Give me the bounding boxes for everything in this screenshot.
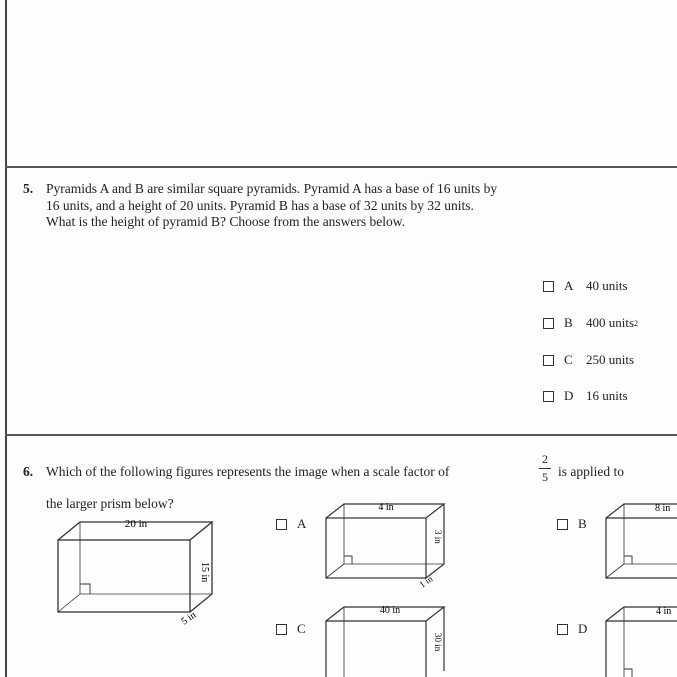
option-text: 40 units xyxy=(586,278,628,293)
checkbox[interactable] xyxy=(276,519,287,530)
choice-a-depth: 1 in xyxy=(417,573,435,590)
checkbox[interactable] xyxy=(543,355,554,366)
choice-b-length: 8 in xyxy=(655,503,671,514)
option-letter: C xyxy=(564,352,573,367)
q6-line1-end: is applied to xyxy=(558,464,624,479)
option-letter: D xyxy=(578,621,588,636)
choice-a-height: 3 in xyxy=(433,530,443,544)
choice-c-length: 40 in xyxy=(379,605,401,616)
choice-c-prism xyxy=(318,601,458,677)
q6-option-b[interactable] xyxy=(557,516,587,532)
q5-option-b[interactable] xyxy=(543,315,638,331)
fraction-numerator: 2 xyxy=(542,452,548,466)
prism-length-label: 20 in xyxy=(124,518,148,530)
choice-c-height: 30 in xyxy=(433,633,443,652)
divider-top xyxy=(5,166,677,168)
q5-number: 5. xyxy=(23,181,34,196)
option-letter: B xyxy=(564,315,573,330)
q6-option-d[interactable] xyxy=(557,621,587,637)
q5-line: 16 units, and a height of 20 units. Pyramid B has a base of 32 units by 32 units. xyxy=(46,197,474,213)
option-superscript: 2 xyxy=(634,318,639,328)
q6-line1: Which of the following figures represents the image when a scale factor of xyxy=(46,464,450,479)
q5-option-c[interactable] xyxy=(543,352,634,368)
choice-a-length: 4 in xyxy=(378,502,394,513)
option-letter: A xyxy=(564,278,574,293)
prism-front-face xyxy=(58,540,190,612)
prism-height-label: 15 in xyxy=(199,562,210,583)
checkbox[interactable] xyxy=(543,318,554,329)
q5-line: Pyramids A and B are similar square pyramids. Pyramid A has a base of 16 units by xyxy=(46,181,498,196)
choice-d-length: 4 in xyxy=(656,606,672,617)
q6-number: 6. xyxy=(23,464,34,479)
option-letter: C xyxy=(297,621,306,636)
q5-line: What is the height of pyramid B? Choose from the answers below. xyxy=(46,214,406,229)
q6-line2: the larger prism below? xyxy=(46,496,174,511)
option-text: 250 units xyxy=(586,352,635,367)
choice-d-prism xyxy=(598,601,677,677)
q5-option-d[interactable] xyxy=(543,388,628,404)
choice-a-prism xyxy=(318,498,458,593)
checkbox[interactable] xyxy=(543,391,554,402)
option-text: 400 units xyxy=(586,315,635,330)
checkbox[interactable] xyxy=(543,281,554,292)
q5-option-a[interactable] xyxy=(543,278,628,294)
prism-depth-label: 5 in xyxy=(179,609,199,628)
checkbox[interactable] xyxy=(276,624,287,635)
q6-option-c[interactable] xyxy=(276,621,306,637)
divider-middle xyxy=(5,434,677,436)
main-prism-figure xyxy=(50,512,230,632)
option-text: 16 units xyxy=(586,388,628,403)
q5-text xyxy=(46,181,497,231)
left-border xyxy=(5,0,7,677)
checkbox[interactable] xyxy=(557,519,568,530)
option-letter: A xyxy=(297,516,307,531)
choice-b-prism xyxy=(598,498,677,593)
scale-factor-fraction xyxy=(539,452,551,485)
option-letter: D xyxy=(564,388,574,403)
q6-option-a[interactable] xyxy=(276,516,306,532)
checkbox[interactable] xyxy=(557,624,568,635)
option-letter: B xyxy=(578,516,587,531)
fraction-denominator: 5 xyxy=(542,470,548,484)
